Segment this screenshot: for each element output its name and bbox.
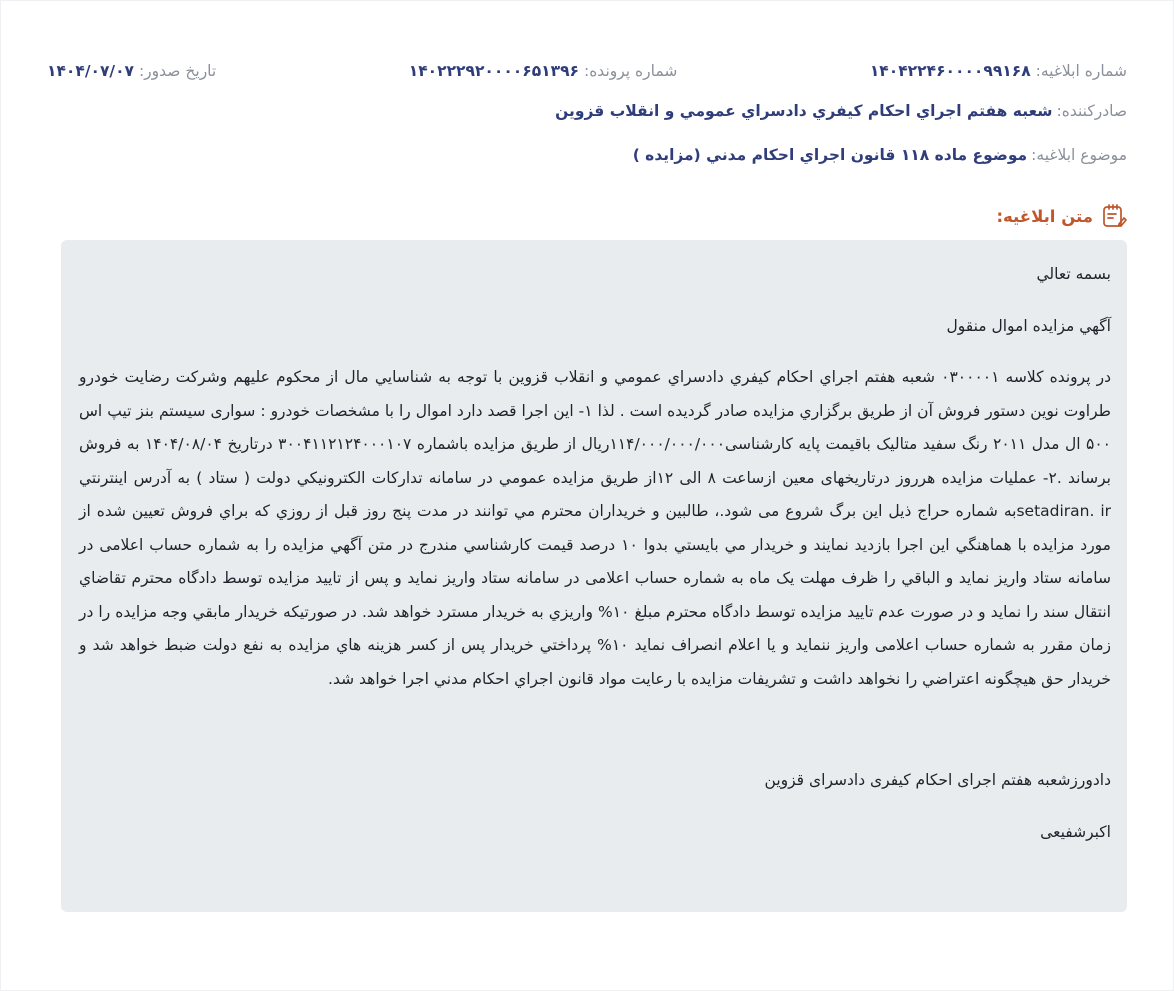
notice-content-box — [61, 240, 1127, 912]
subject-value: موضوع ماده ۱۱۸ قانون اجراي احكام مدني (مزايده ) — [632, 146, 1028, 164]
issue-date-label: تاریخ صدور: — [138, 62, 217, 80]
subject-label: موضوع ابلاغیه: — [1031, 146, 1127, 164]
notice-number-value: ۱۴۰۴۲۲۴۶۰۰۰۰۹۹۱۶۸ — [869, 62, 1031, 80]
notice-number — [870, 62, 1127, 80]
notice-number-label: شماره ابلاغیه: — [1035, 62, 1127, 80]
notice-text-section-title — [996, 201, 1127, 231]
sender-value: شعبه هفتم اجراي احکام کيفري دادسراي عمومي و انقلاب قزوين — [555, 102, 1053, 120]
notice-text-section-label: متن ابلاغیه: — [996, 206, 1093, 226]
content-heading-1: بسمه تعالي — [1036, 265, 1111, 283]
issue-date-value: ۱۴۰۴/۰۷/۰۷ — [47, 62, 135, 80]
content-body: در پرونده کلاسه ۰۳۰۰۰۰۱ شعبه هفتم اجراي احكام كيفري دادسراي عمومي و انقلاب قزوين با توجه به شناسايي مال از محكوم عليهم وشركت رضايت خودرو طراوت نوين دستور فروش آن از طريق برگزاري مزايده صادر گرديده است . لذا ۱- اين اجرا قصد دارد اموال را با مشخصات خودرو : سواری سیستم بنز تیپ اس ۵۰۰ ال مدل ۲۰۱۱ رنگ سفید متالیک باقیمت پایه کارشناسی۱۱۴/۰۰۰/۰۰۰/۰۰۰ریال از طريق مزايده باشماره ۳۰۰۴۱۱۲۱۲۴۰۰۰۱۰۷ درتاریخ ۱۴۰۴/۰۸/۰۴ به فروش برساند .۲- عمليات مزايده هرروز درتاریخهای معین ازساعت ۸ الی ۱۲از طريق مزايده عمومي در سامانه تداركات الكترونيكي دولت ( ستاد ) به آدرس اينترنتي setadiran. irبه شماره حراج ذیل این برگ شروع می شود.، طالبين و خريداران محترم مي توانند در مدت پنج روز قبل از روزي كه براي فروش تعيين شده از مورد مزايده با هماهنگي اين اجرا بازديد نمايند و خريدار مي بايستي بدوا ۱۰ درصد قيمت كارشناسي مندرج در متن آگهي مزايده را به شماره حساب اعلامی در سامانه ستاد واريز نمايد و الباقي را ظرف مهلت یک ماه به شماره حساب اعلامی در سامانه ستاد واريز نمايد و پس از تاييد مزايده توسط دادگاه محترم تقاضاي انتقال سند را نمايد و در صورت عدم تاييد مزايده توسط دادگاه محترم مبلغ ۱۰% واريزي به خريدار مسترد خواهد شد. در صورتيكه خريدار مابقي وجه مزايده را در زمان مقرر به شماره حساب اعلامی واريز ننمايد و يا اعلام انصراف نمايد ۱۰% پرداختي خريدار پس از كسر هزينه هاي مزايده به نفع دولت ضبط خواهد شد و خريدار حق هيچگونه اعتراضي را نخواهد داشت و تشريفات مزايده با رعايت مواد قانون اجراي احكام مدني اجرا خواهد شد. — [79, 368, 1112, 688]
sender-label: صادرکننده: — [1056, 102, 1127, 120]
issue-date — [47, 62, 216, 80]
case-number-value: ۱۴۰۲۲۲۹۲۰۰۰۰۶۵۱۳۹۶ — [408, 62, 580, 80]
subject-line — [47, 141, 1127, 169]
sender-line — [47, 97, 1127, 125]
signature-line-1: دادورزشعبه هفتم اجرای احکام کیفری دادسرای قزوین — [764, 771, 1111, 789]
case-number-label: شماره پرونده: — [583, 62, 678, 80]
content-heading-2: آگهي مزايده اموال منقول — [946, 316, 1111, 335]
notice-meta-row — [47, 57, 1127, 85]
signature-line-2: اکبرشفیعی — [1040, 822, 1111, 841]
case-number — [409, 62, 678, 80]
notepad-edit-icon — [1101, 203, 1127, 229]
